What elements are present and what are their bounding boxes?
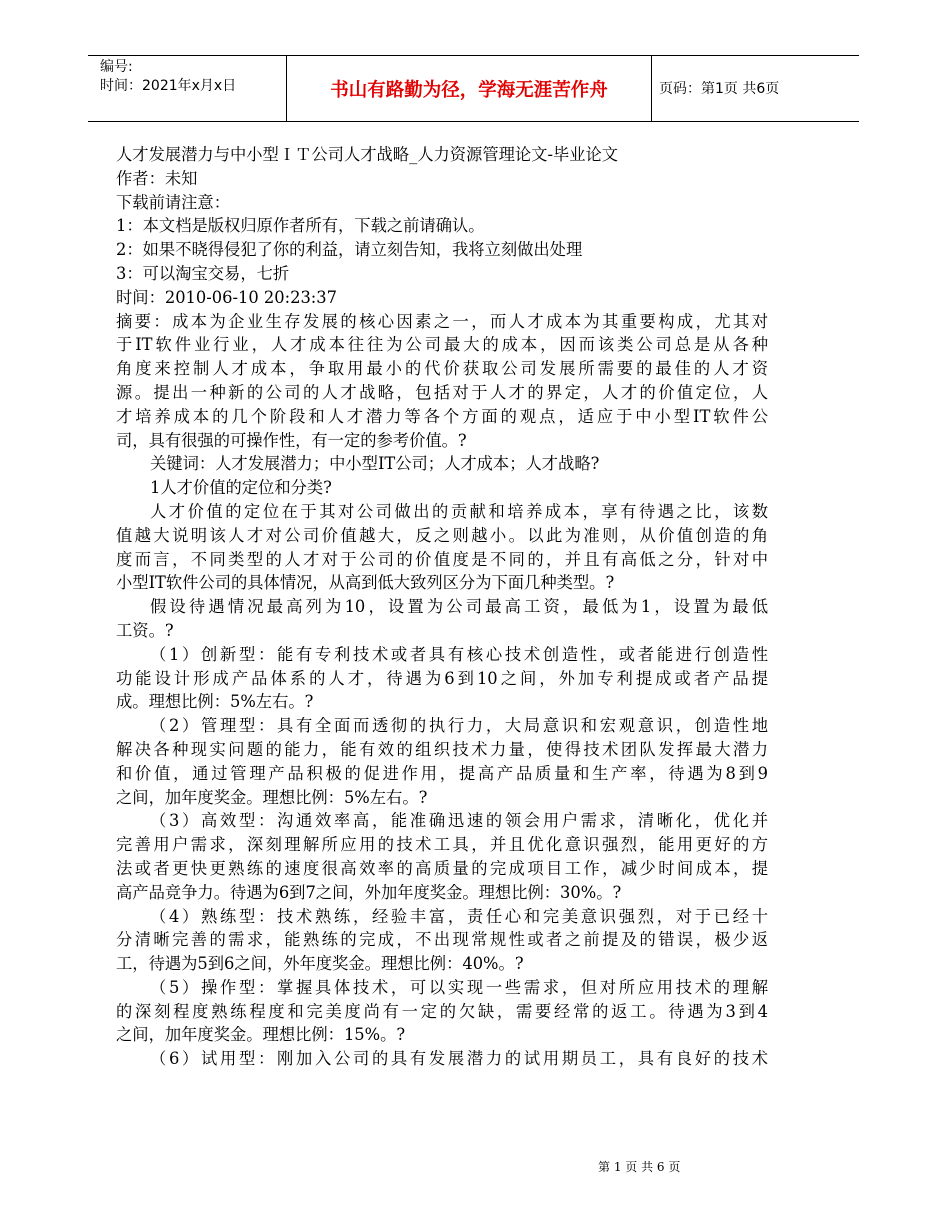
text-line: （6）试用型：刚加入公司的具有发展潜力的试用期员工，具有良好的技术 (150, 1049, 768, 1069)
text-line: （3）高效型：沟通效率高，能准确迅速的领会用户需求，清晰化，优化并 (150, 811, 768, 831)
text-line: 下载前请注意： (116, 192, 230, 212)
text-line: 之间，加年度奖金。理想比例：5%左右。? (116, 787, 428, 807)
text-line: 法或者更快更熟练的速度很高效率的高质量的完成项目工作，减少时间成本，提 (116, 858, 768, 878)
text-line: 小型IT软件公司的具体情况，从高到低大致列区分为下面几种类型。? (116, 573, 615, 593)
text-line: 3：可以淘宝交易，七折 (116, 263, 290, 283)
text-line: 于IT软件业行业，人才成本往往为公司最大的成本，因而该类公司总是从各种 (116, 335, 768, 355)
page-footer: 第 1 页 共 6 页 (598, 1160, 681, 1174)
document-body (116, 143, 768, 1071)
text-line: （4）熟练型：技术熟练，经验丰富，责任心和完美意识强烈，对于已经十 (150, 906, 768, 926)
text-line: 工，待遇为5到6之间，外年度奖金。理想比例：40%。? (116, 954, 524, 974)
text-line: （5）操作型：掌握具体技术，可以实现一些需求，但对所应用技术的理解 (150, 977, 768, 997)
text-line: 关键词：人才发展潜力；中小型IT公司；人才成本；人才战略? (150, 454, 600, 474)
text-line: （1）创新型：能有专利技术或者具有核心技术创造性，或者能进行创造性 (150, 644, 768, 664)
text-line: 才培养成本的几个阶段和人才潜力等各个方面的观点，适应于中小型IT软件公 (116, 406, 768, 426)
text-line: 司，具有很强的可操作性，有一定的参考价值。? (116, 430, 467, 450)
header-motto: 书山有路勤为径，学海无涯苦作舟 (330, 80, 608, 101)
text-line: 度而言，不同类型的人才对于公司的价值度是不同的，并且有高低之分，针对中 (116, 549, 768, 569)
text-line: 时间：2010-06-10 20:23:37 (116, 287, 338, 307)
text-line: 1：本文档是版权归原作者所有，下载之前请确认。 (116, 216, 485, 236)
text-line: 假设待遇情况最高列为10，设置为公司最高工资，最低为1，设置为最低 (150, 597, 768, 617)
text-line: 高产品竞争力。待遇为6到7之间，外加年度奖金。理想比例：30%。? (116, 882, 622, 902)
header-number-label: 编号: (100, 59, 133, 75)
text-line: 功能设计形成产品体系的人才，待遇为6到10之间，外加专利提成或者产品提 (116, 668, 768, 688)
text-line: 1人才价值的定位和分类? (150, 478, 332, 498)
text-line: 工资。? (116, 620, 174, 640)
text-line: 分清晰完善的需求，能熟练的完成，不出现常规性或者之前提及的错误，极少返 (116, 930, 768, 950)
text-line: 成。理想比例：5%左右。? (116, 692, 314, 712)
text-line: 作者：未知 (116, 168, 198, 188)
text-line: 角度来控制人才成本，争取用最小的代价获取公司发展所需要的最佳的人才资 (116, 359, 768, 379)
text-line: 人才发展潜力与中小型ＩＴ公司人才战略_人力资源管理论文-毕业论文 (116, 145, 619, 164)
text-line: 和价值，通过管理产品积极的促进作用，提高产品质量和生产率，待遇为8到9 (116, 763, 768, 783)
header-page-info: 页码：第1页 共6页 (659, 81, 780, 97)
text-line: 摘要：成本为企业生存发展的核心因素之一，而人才成本为其重要构成，尤其对 (116, 311, 768, 331)
text-line: 解决各种现实问题的能力，能有效的组织技术力量，使得技术团队发挥最大潜力 (116, 739, 768, 759)
header-divider-right (651, 55, 652, 121)
text-line: 完善用户需求，深刻理解所应用的技术工具，并且优化意识强烈，能用更好的方 (116, 835, 768, 855)
text-line: 2：如果不晓得侵犯了你的利益，请立刻告知，我将立刻做出处理 (116, 240, 583, 260)
text-line: 源。提出一种新的公司的人才战略，包括对于人才的界定，人才的价值定位，人 (116, 382, 768, 402)
header-time-label: 时间：2021年x月x日 (100, 78, 237, 94)
text-line: 人才价值的定位在于其对公司做出的贡献和培养成本，享有待遇之比，该数 (150, 501, 768, 521)
header-bottom-rule (88, 121, 859, 122)
text-line: 的深刻程度熟练程度和完美度尚有一定的欠缺，需要经常的返工。待遇为3到4 (116, 1001, 768, 1021)
text-line: （2）管理型：具有全面而透彻的执行力，大局意识和宏观意识，创造性地 (150, 716, 768, 736)
text-line: 之间，加年度奖金。理想比例：15%。? (116, 1025, 406, 1045)
text-line: 值越大说明该人才对公司价值越大，反之则越小。以此为准则，从价值创造的角 (116, 525, 768, 545)
header-top-rule (88, 55, 859, 56)
